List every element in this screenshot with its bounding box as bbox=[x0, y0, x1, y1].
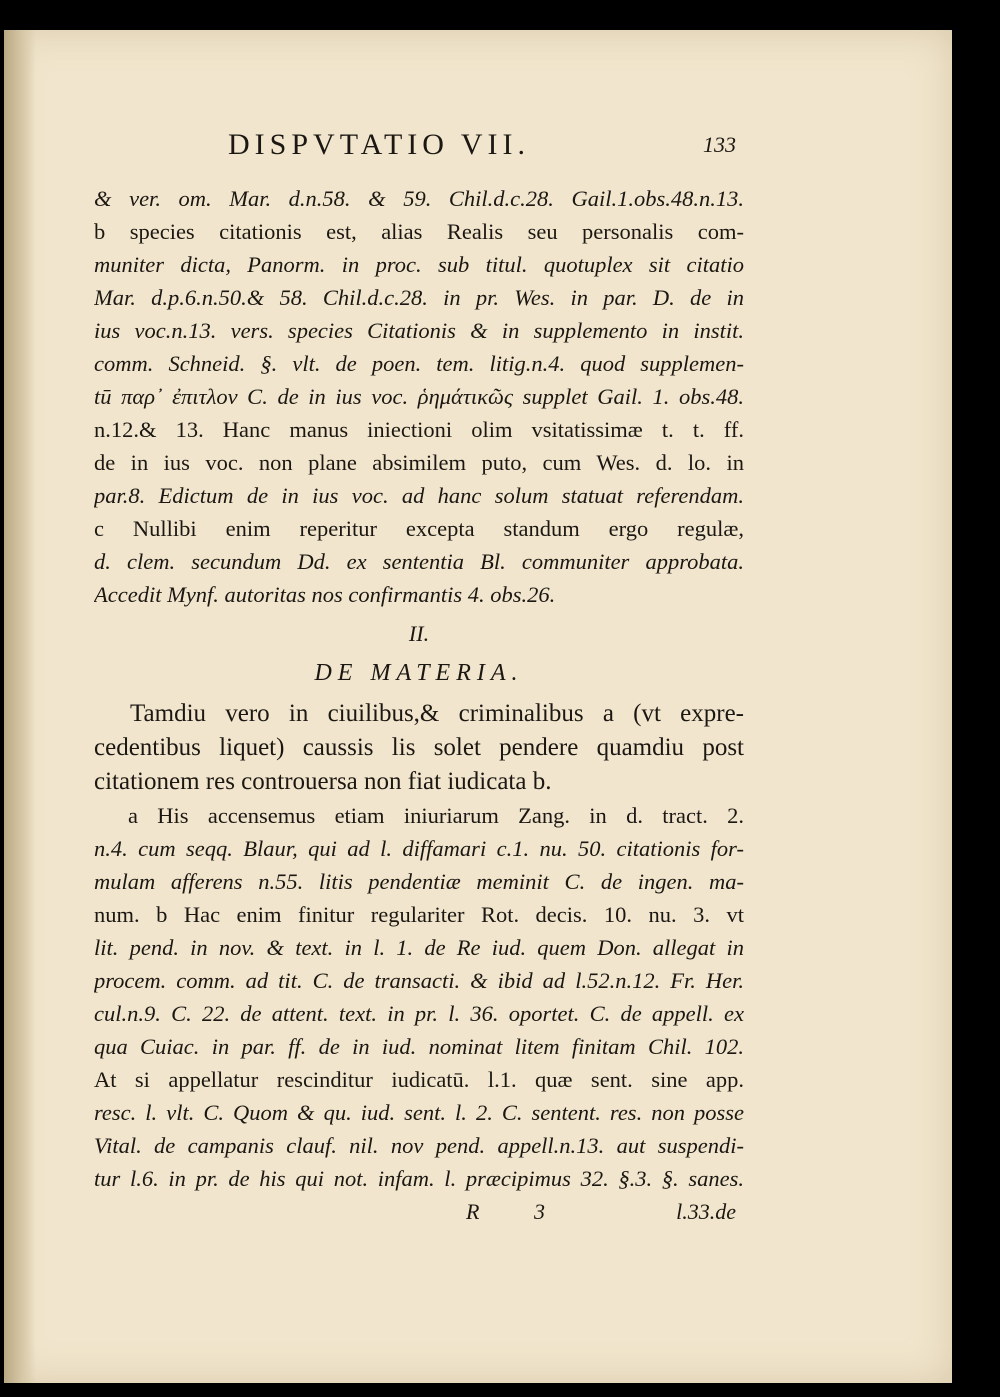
note-line: Mar. d.p.6.n.50.& 58. Chil.d.c.28. in pr. Wes. in par. D. de in bbox=[94, 285, 744, 310]
note-line: At si appellatur rescinditur iudicatū. l.1. quæ sent. sine app. bbox=[94, 1067, 744, 1092]
page-footer bbox=[94, 1197, 744, 1231]
note-line: d. clem. secundum Dd. ex sententia Bl. communiter approbata. bbox=[94, 549, 744, 574]
note-line: procem. comm. ad tit. C. de transacti. & ibid ad l.52.n.12. Fr. Her. bbox=[94, 968, 744, 993]
notes-top bbox=[94, 182, 744, 611]
note-line: tur l.6. in pr. de his qui not. infam. l. præcipimus 32. §.3. §. sanes. bbox=[94, 1166, 744, 1191]
note-line: tū παρ᾽ ἐπιτλον C. de in ius voc. ῥημάτικῶς supplet Gail. 1. obs.48. bbox=[94, 384, 744, 409]
page-header bbox=[94, 128, 744, 182]
notes-bottom bbox=[94, 799, 744, 1195]
note-line: muniter dicta, Panorm. in proc. sub titul. quotuplex sit citatio bbox=[94, 252, 744, 277]
signature-mark: R bbox=[466, 1199, 480, 1224]
note-line: n.12.& 13. Hanc manus iniectioni olim vsitatissimæ t. t. ff. bbox=[94, 417, 744, 442]
body-line: cedentibus liquet) caussis lis solet pendere quamdiu post bbox=[94, 734, 744, 761]
note-line: qua Cuiac. in par. ff. de in iud. nominat litem finitam Chil. 102. bbox=[94, 1034, 744, 1059]
note-line: num. b Hac enim finitur regulariter Rot. decis. 10. nu. 3. vt bbox=[94, 902, 744, 927]
note-line: resc. l. vlt. C. Quom & qu. iud. sent. l. 2. C. sentent. res. non posse bbox=[94, 1100, 744, 1125]
note-line: mulam afferens n.55. litis pendentiæ meminit C. de ingen. ma- bbox=[94, 869, 744, 894]
signature-number: 3 bbox=[534, 1199, 545, 1224]
note-line: Vital. de campanis clauf. nil. nov pend. appell.n.13. aut suspendi- bbox=[94, 1133, 744, 1158]
note-line: & ver. om. Mar. d.n.58. & 59. Chil.d.c.28. Gail.1.obs.48.n.13. bbox=[94, 186, 744, 211]
text-block bbox=[94, 128, 744, 1231]
section-title: DE MATERIA. bbox=[314, 660, 524, 686]
page-number: 133 bbox=[703, 132, 736, 157]
note-line: lit. pend. in nov. & text. in l. 1. de Re iud. quem Don. allegat in bbox=[94, 935, 744, 960]
note-line: de in ius voc. non plane absimilem puto, cum Wes. d. lo. in bbox=[94, 450, 744, 475]
note-line: par.8. Edictum de in ius voc. ad hanc solum statuat referendam. bbox=[94, 483, 744, 508]
note-line: c Nullibi enim reperitur excepta standum ergo regulæ, bbox=[94, 516, 744, 541]
running-title: DISPVTATIO VII. bbox=[228, 128, 531, 161]
note-line: cul.n.9. C. 22. de attent. text. in pr. l. 36. oportet. C. de appell. ex bbox=[94, 1001, 744, 1026]
body-line: Tamdiu vero in ciuilibus,& criminalibus a (vt expre- bbox=[130, 700, 744, 727]
note-line: a His accensemus etiam iniuriarum Zang. in d. tract. 2. bbox=[128, 803, 744, 828]
page-gutter bbox=[4, 30, 36, 1383]
note-line: b species citationis est, alias Realis seu personalis com- bbox=[94, 219, 744, 244]
note-line: ius voc.n.13. vers. species Citationis & in supplemento in instit. bbox=[94, 318, 744, 343]
body-line: citationem res controuersa non fiat iudicata b. bbox=[94, 768, 552, 795]
catchword: l.33.de bbox=[676, 1199, 736, 1224]
section-number: II. bbox=[408, 621, 430, 646]
note-line: n.4. cum seqq. Blaur, qui ad l. diffamari c.1. nu. 50. citationis for- bbox=[94, 836, 744, 861]
body-paragraph bbox=[94, 697, 744, 799]
note-line: comm. Schneid. §. vlt. de poen. tem. litig.n.4. quod supplemen- bbox=[94, 351, 744, 376]
book-page bbox=[4, 30, 952, 1383]
note-line: Accedit Mynf. autoritas nos confirmantis 4. obs.26. bbox=[94, 582, 556, 607]
